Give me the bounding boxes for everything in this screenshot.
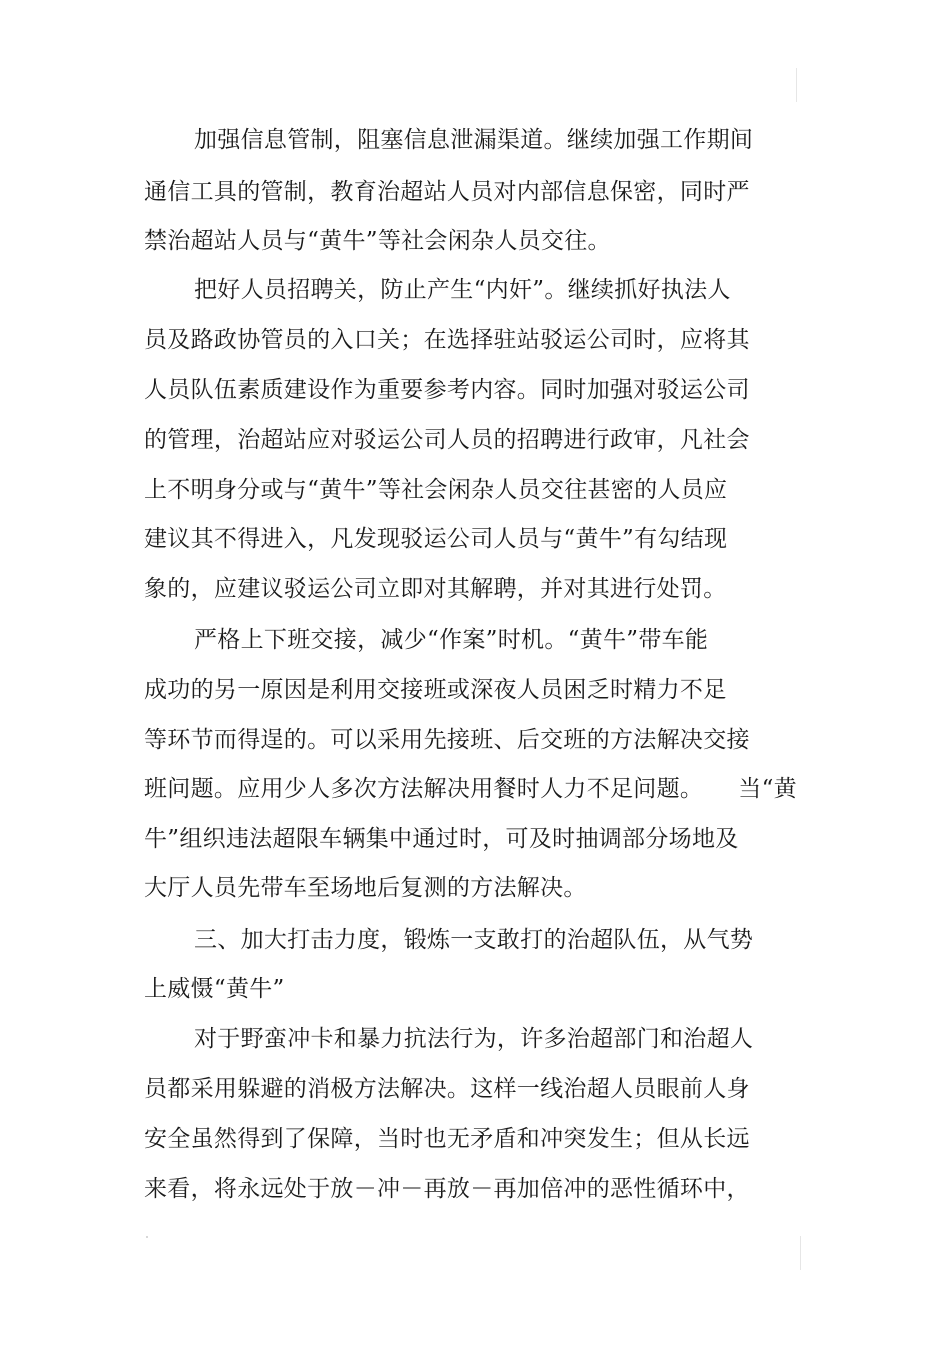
text-line: 严格上下班交接，减少“作案”时机。“黄牛”带车能 — [194, 627, 709, 653]
text-line: 对于野蛮冲卡和暴力抗法行为，许多治超部门和治超人 — [194, 1026, 754, 1052]
text-line: 的管理，治超站应对驳运公司人员的招聘进行政审，凡社会 — [144, 427, 750, 453]
page-edge-mark-bottom — [800, 1236, 801, 1270]
text-line: 建议其不得进入，凡发现驳运公司人员与“黄牛”有勾结现 — [144, 526, 728, 552]
section-heading-line: 上威慑“黄牛” — [144, 976, 285, 1002]
text-line: 员都采用躲避的消极方法解决。这样一线治超人员眼前人身 — [144, 1076, 750, 1102]
text-line: 禁治超站人员与“黄牛”等社会闲杂人员交往。 — [144, 228, 611, 254]
text-line: 来看，将永远处于放－冲－再放－再加倍冲的恶性循环中， — [144, 1176, 750, 1202]
text-line: 上不明身分或与“黄牛”等社会闲杂人员交往甚密的人员应 — [144, 477, 728, 503]
section-heading-line: 三、加大打击力度，锻炼一支敢打的治超队伍，从气势 — [194, 927, 754, 953]
text-line: 人员队伍素质建设作为重要参考内容。同时加强对驳运公司 — [144, 377, 750, 403]
text-line: 安全虽然得到了保障，当时也无矛盾和冲突发生；但从长远 — [144, 1126, 750, 1152]
text-line: 等环节而得逞的。可以采用先接班、后交班的方法解决交接 — [144, 727, 750, 753]
text-line: 象的，应建议驳运公司立即对其解聘，并对其进行处罚。 — [144, 576, 727, 602]
text-line: 大厅人员先带车至场地后复测的方法解决。 — [144, 875, 587, 901]
text-line: 班问题。应用少人多次方法解决用餐时人力不足问题。 当“黄 — [144, 776, 797, 802]
page-corner-mark — [146, 1236, 148, 1238]
text-line: 加强信息管制，阻塞信息泄漏渠道。继续加强工作期间 — [194, 127, 754, 153]
text-line: 成功的另一原因是利用交接班或深夜人员困乏时精力不足 — [144, 677, 727, 703]
text-line: 通信工具的管制，教育治超站人员对内部信息保密，同时严 — [144, 179, 750, 205]
text-line: 牛”组织违法超限车辆集中通过时，可及时抽调部分场地及 — [144, 826, 739, 852]
page-edge-mark-top — [796, 68, 797, 102]
text-line: 把好人员招聘关，防止产生“内奸”。继续抓好执法人 — [194, 277, 731, 303]
text-line: 员及路政协管员的入口关；在选择驻站驳运公司时，应将其 — [144, 327, 750, 353]
